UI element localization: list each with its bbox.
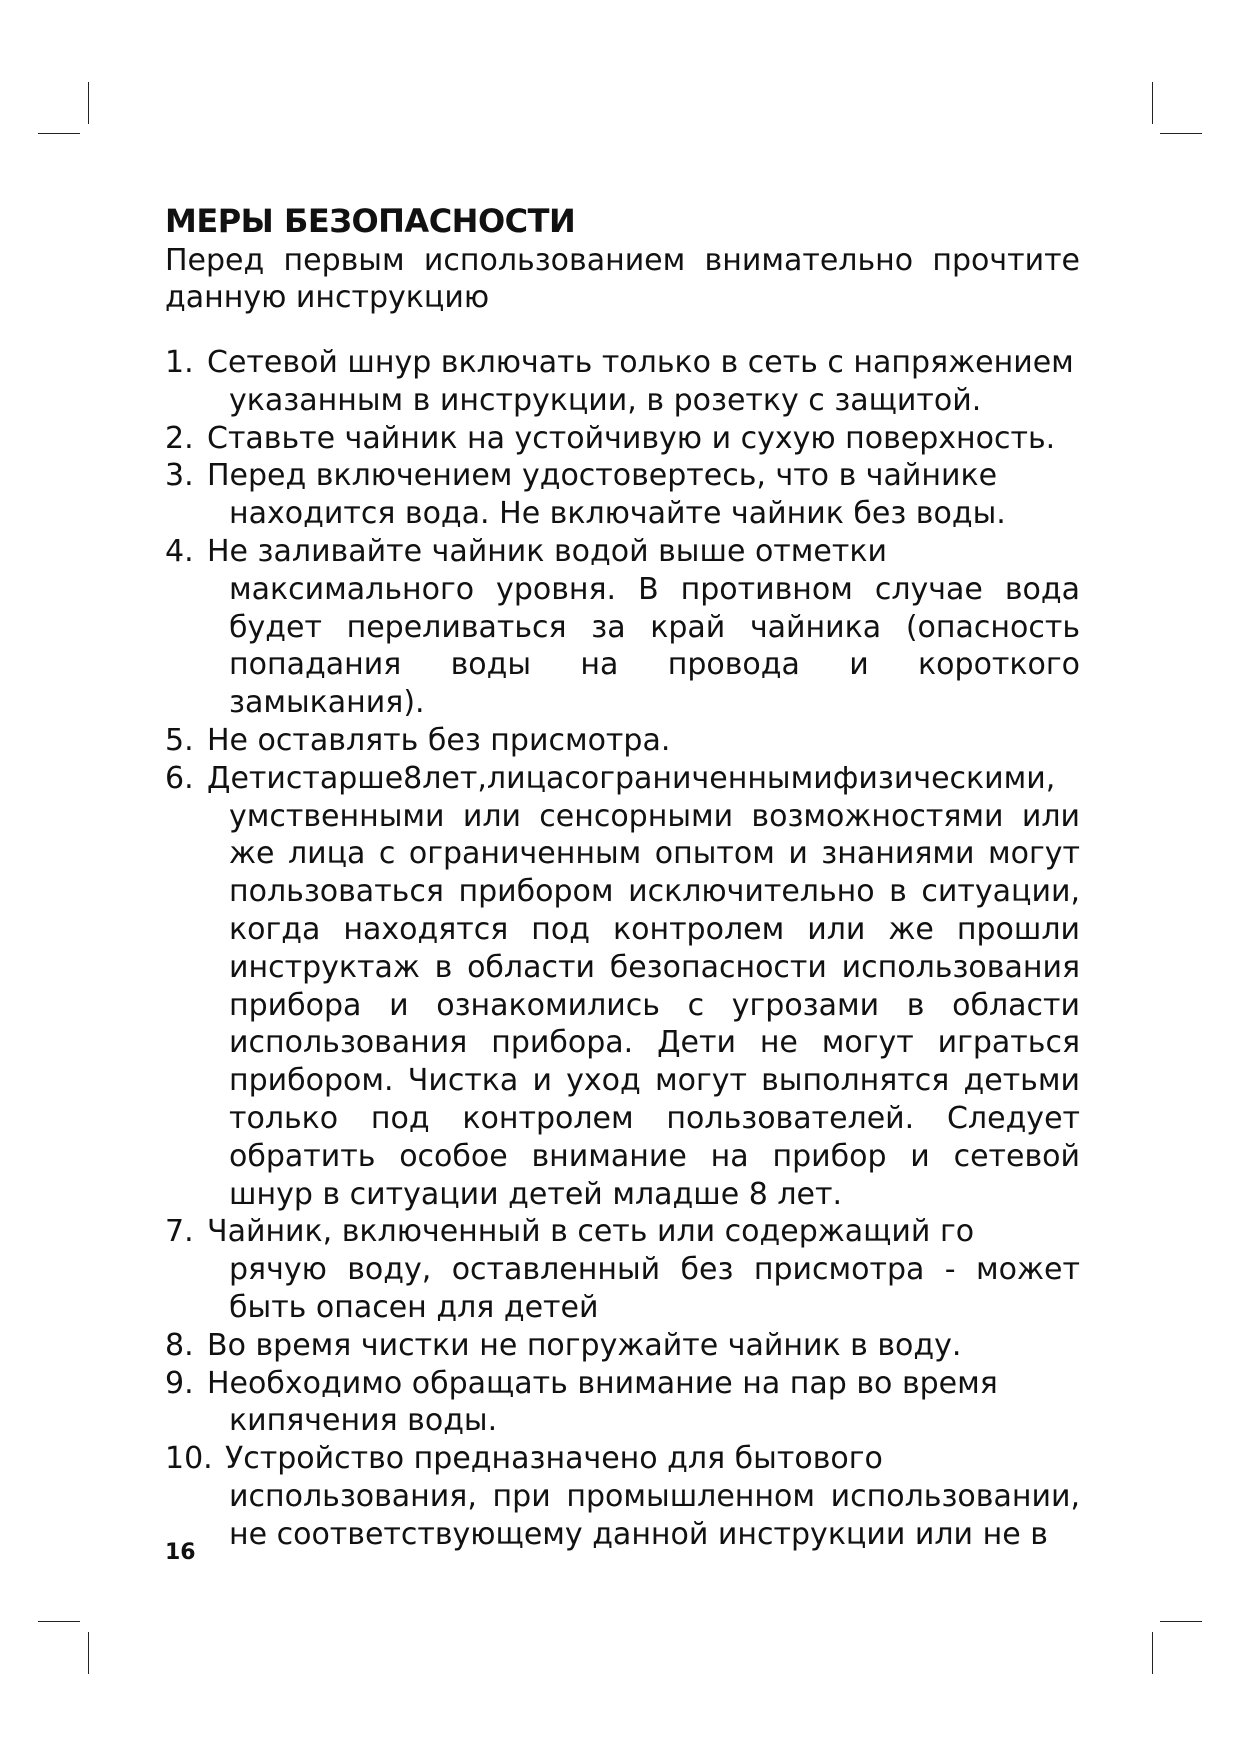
item-first-line: Чайник, включенный в сеть или содержащий го bbox=[207, 1214, 975, 1250]
list-item bbox=[165, 1365, 1080, 1441]
section-title: МЕРЫ БЕЗОПАСНОСТИ bbox=[165, 202, 576, 240]
item-number: 4. bbox=[165, 533, 194, 569]
item-first-line: Необходимо обращать внимание на пар во время bbox=[207, 1365, 998, 1401]
list-item bbox=[165, 1213, 1080, 1326]
page-number: 16 bbox=[165, 1540, 196, 1565]
item-continuation: находится вода. Не включайте чайник без воды. bbox=[229, 496, 1006, 532]
item-first-line: Не оставлять без присмотра. bbox=[207, 722, 671, 758]
safety-rules-list bbox=[165, 344, 1080, 1554]
item-continuation: использования, при промышленном использовании, не соответствующему данной инструкции или не в bbox=[229, 1478, 1080, 1552]
item-number: 7. bbox=[165, 1214, 194, 1250]
list-item bbox=[165, 533, 1080, 722]
list-item bbox=[165, 457, 1080, 533]
list-item bbox=[165, 420, 1080, 458]
list-item bbox=[165, 1327, 1080, 1365]
item-number: 5. bbox=[165, 722, 194, 758]
list-item bbox=[165, 722, 1080, 760]
item-continuation: умственными или сенсорными возможностями или же лица с ограниченным опытом и знаниями могут пользоваться прибором исключительно в ситуации, когда находятся под контролем или же прошли инструктаж в области безопасности использования прибора и ознакомились с угрозами в области использования прибора. Дети не могут играться прибором. Чистка и уход могут выполнятся детьми только под контролем пользователей. Следует обратить особое внимание на прибор и сетевой шнур в ситуации детей младше 8 лет. bbox=[229, 798, 1080, 1212]
crop-mark-top-right-horizontal bbox=[1160, 133, 1202, 134]
crop-mark-top-left-vertical bbox=[88, 82, 89, 124]
crop-mark-bottom-left-vertical bbox=[88, 1632, 89, 1674]
item-number: 2. bbox=[165, 420, 194, 456]
item-first-line: Ставьте чайник на устойчивую и сухую поверхность. bbox=[207, 420, 1056, 456]
list-item bbox=[165, 1440, 1080, 1553]
crop-mark-bottom-left-horizontal bbox=[38, 1621, 80, 1622]
item-continuation: указанным в инструкции, в розетку с защитой. bbox=[229, 382, 982, 418]
item-number: 10. bbox=[165, 1441, 213, 1477]
crop-mark-bottom-right-horizontal bbox=[1160, 1621, 1202, 1622]
section-subtitle: Перед первым использованием внимательно прочтите данную инструкцию bbox=[165, 243, 1080, 315]
item-first-line: Перед включением удостовертесь, что в чайнике bbox=[207, 458, 998, 494]
item-continuation: максимального уровня. В противном случае вода будет переливаться за край чайника (опасность попадания воды на провода и короткого замыкания). bbox=[229, 571, 1080, 721]
item-first-line: Устройство предназначено для бытового bbox=[225, 1441, 883, 1477]
item-number: 8. bbox=[165, 1327, 194, 1363]
crop-mark-top-left-horizontal bbox=[38, 133, 80, 134]
list-item bbox=[165, 344, 1080, 420]
item-first-line: Во время чистки не погружайте чайник в воду. bbox=[207, 1327, 962, 1363]
item-number: 1. bbox=[165, 345, 194, 380]
crop-mark-bottom-right-vertical bbox=[1152, 1632, 1153, 1674]
crop-mark-top-right-vertical bbox=[1152, 82, 1153, 124]
safety-section bbox=[165, 200, 1080, 1554]
item-number: 9. bbox=[165, 1365, 194, 1401]
item-number: 6. bbox=[165, 760, 194, 796]
item-continuation: рячую воду, оставленный без присмотра - может быть опасен для детей bbox=[229, 1252, 1080, 1325]
item-first-line: Не заливайте чайник водой выше отметки bbox=[207, 533, 887, 569]
item-continuation: кипячения воды. bbox=[229, 1403, 498, 1439]
item-first-line: Сетевой шнур включать только в сеть с напряжением bbox=[207, 345, 1074, 380]
item-number: 3. bbox=[165, 458, 194, 494]
list-item bbox=[165, 760, 1080, 1214]
item-first-line: Детистарше8лет,лицасограниченнымифизическими, bbox=[207, 760, 1056, 796]
